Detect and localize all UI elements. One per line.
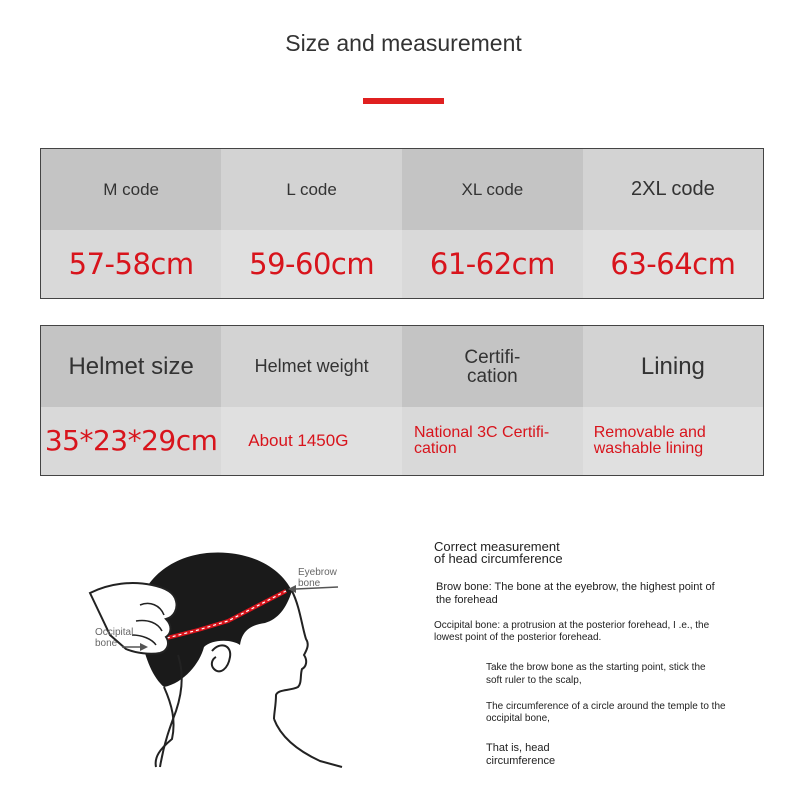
occipital-bone-label: Occipital bone <box>95 627 134 649</box>
ear-shape <box>212 645 230 671</box>
note-step-3: That is, head circumference <box>486 742 556 767</box>
spec-table-value-row <box>41 407 764 476</box>
size-value-2xl: 63-64cm <box>583 230 764 299</box>
spec-header-lining: Lining <box>583 326 764 408</box>
size-value-m: 57-58cm <box>41 230 222 299</box>
spec-value-lining: Removable and washable lining <box>583 407 764 476</box>
head-measurement-illustration <box>80 535 370 770</box>
size-table <box>40 148 764 299</box>
notes-heading: Correct measurement of head circumference <box>434 539 563 566</box>
hand-shape <box>90 583 177 654</box>
size-header-2xl: 2XL code <box>583 149 764 231</box>
spec-table-header-row <box>41 326 764 408</box>
size-table-value-row <box>41 230 764 299</box>
size-value-l: 59-60cm <box>221 230 402 299</box>
spec-value-helmet-size: 35*23*29cm <box>41 407 222 476</box>
spec-header-helmet-size: Helmet size <box>41 326 222 408</box>
note-step-1: Take the brow bone as the starting point, stick the soft ruler to the scalp, <box>486 662 706 686</box>
size-value-xl: 61-62cm <box>402 230 583 299</box>
size-header-m: M code <box>41 149 222 231</box>
spec-value-certification: National 3C Certifi- cation <box>402 407 583 476</box>
spec-value-helmet-weight: About 1450G <box>221 407 402 476</box>
size-header-xl: XL code <box>402 149 583 231</box>
note-step-2: The circumference of a circle around the temple to the occipital bone, <box>486 701 726 724</box>
spec-table <box>40 325 764 476</box>
note-occipital-bone: Occipital bone: a protrusion at the posterior forehead, I .e., the lowest point of the posterior forehead. <box>434 620 710 643</box>
page-title: Size and measurement <box>285 30 522 56</box>
note-brow-bone: Brow bone: The bone at the eyebrow, the highest point of the forehead <box>436 581 715 606</box>
spec-header-certification: Certifi- cation <box>402 326 583 408</box>
title-accent-bar <box>363 98 444 104</box>
head-neck-outline <box>156 687 342 767</box>
spec-header-helmet-weight: Helmet weight <box>221 326 402 408</box>
size-table-header-row <box>41 149 764 231</box>
eyebrow-bone-label: Eyebrow bone <box>298 567 337 589</box>
size-header-l: L code <box>221 149 402 231</box>
